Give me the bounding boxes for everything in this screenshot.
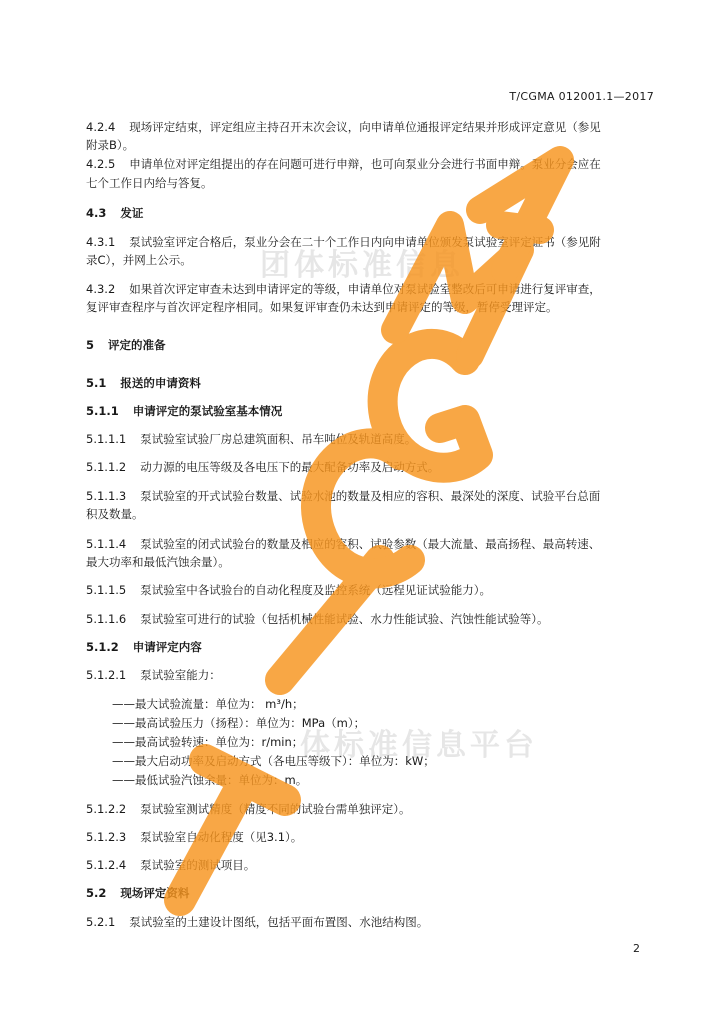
text-line: 4.3.1 泵试验室评定合格后，泵业分会在二十个工作日内向申请单位颁发泵试验室评定证书（参见附 <box>86 235 601 249</box>
text-line: 5.1.2.4 泵试验室的测试项目。 <box>86 858 256 872</box>
watermark-gray-text-2: 体标准信息平台 <box>300 728 538 763</box>
list-item: ——最低试验汽蚀余量：单位为：m。 <box>112 773 308 787</box>
list-item: ——最高试验转速：单位为：r/min； <box>112 735 304 749</box>
text-line: 5.1.1.6 泵试验室可进行的试验（包括机械性能试验、水力性能试验、汽蚀性能试验等）。 <box>86 612 549 626</box>
list-item: ——最大启动功率及启动方式（各电压等级下）：单位为：kW； <box>112 754 435 768</box>
subsection-heading: 5.1.1 申请评定的泵试验室基本情况 <box>86 404 283 418</box>
text-line: 4.3.2 如果首次评定审查未达到申请评定的等级，申请单位对泵试验室整改后可申请进行复评审查， <box>86 282 601 296</box>
text-line: 复评审查程序与首次评定程序相同。如果复评审查仍未达到申请评定的等级，暂停受理评定。 <box>86 300 558 314</box>
text-line: 录C），并网上公示。 <box>86 253 192 267</box>
subsection-heading: 5.1.2 申请评定内容 <box>86 640 202 654</box>
text-line: 4.2.4 现场评定结束，评定组应主持召开末次会议，向申请单位通报评定结果并形成评定意见（参见 <box>86 120 601 134</box>
list-item: ——最大试验流量：单位为： m³/h； <box>112 697 304 711</box>
chapter-heading: 5 评定的准备 <box>86 338 166 352</box>
text-line: 积及数量。 <box>86 507 144 521</box>
text-line: 5.1.1.4 泵试验室的闭式试验台的数量及相应的容积、试验参数（最大流量、最高扬程、最高转速、 <box>86 537 601 551</box>
text-line: 最大功率和最低汽蚀余量）。 <box>86 555 230 569</box>
text-line: 5.1.1.5 泵试验室中各试验台的自动化程度及监控系统（远程见证试验能力）。 <box>86 583 491 597</box>
text-line: 5.1.1.1 泵试验室试验厂房总建筑面积、吊车吨位及轨道高度。 <box>86 432 417 446</box>
text-line: 附录B）。 <box>86 138 135 152</box>
text-line: 5.1.2.1 泵试验室能力： <box>86 668 221 682</box>
document-id: T/CGMA 012001.1—2017 <box>509 90 654 103</box>
section-heading: 5.1 报送的申请资料 <box>86 376 201 390</box>
watermark-gray-text-1: 团体标准信息 <box>260 248 464 283</box>
text-line: 5.1.1.3 泵试验室的开式试验台数量、试验水池的数量及相应的容积、最深处的深度、试验平台总面 <box>86 489 601 503</box>
page-number: 2 <box>633 942 640 955</box>
text-line: 七个工作日内给与答复。 <box>86 176 213 190</box>
text-line: 5.1.2.3 泵试验室自动化程度（见3.1）。 <box>86 830 303 844</box>
section-heading: 4.3 发证 <box>86 206 144 220</box>
text-line: 4.2.5 申请单位对评定组提出的存在问题可进行申辩，也可向泵业分会进行书面申辩。泵业分会应在 <box>86 157 601 171</box>
text-line: 5.1.2.2 泵试验室测试精度（精度不同的试验台需单独评定）。 <box>86 802 411 816</box>
text-line: 5.2.1 泵试验室的土建设计图纸，包括平面布置图、水池结构图。 <box>86 915 429 929</box>
section-heading: 5.2 现场评定资料 <box>86 886 190 900</box>
list-item: ——最高试验压力（扬程）：单位为：MPa（m）； <box>112 716 366 730</box>
text-line: 5.1.1.2 动力源的电压等级及各电压下的最大配备功率及启动方式。 <box>86 460 440 474</box>
